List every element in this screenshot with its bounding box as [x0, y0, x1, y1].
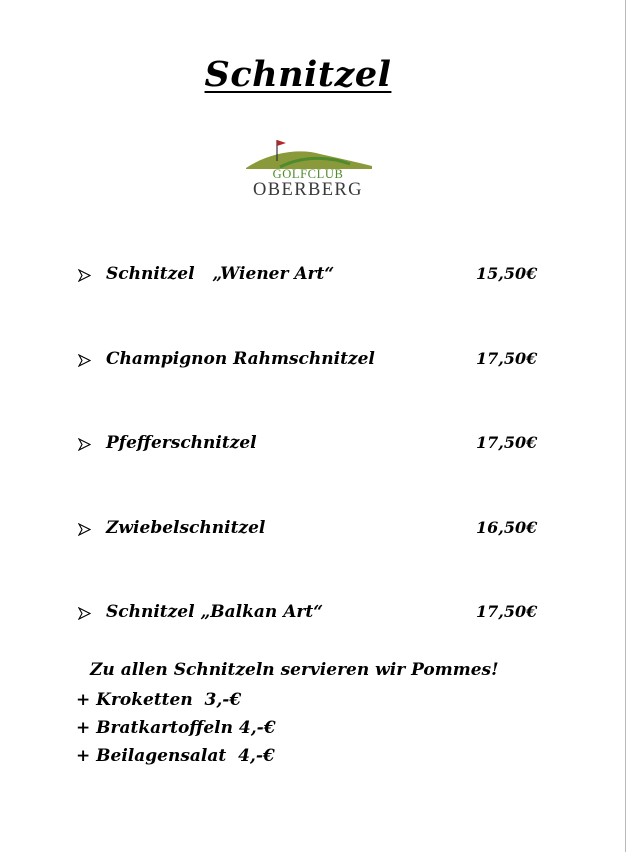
menu-item [78, 433, 538, 463]
menu-item [78, 349, 538, 379]
menu-item-price: 17,50€ [476, 602, 538, 621]
menu-item-name: Pfefferschnitzel [106, 433, 257, 453]
arrow-bullet-icon [78, 269, 91, 282]
menu-item-name: Champignon Rahmschnitzel [106, 349, 375, 369]
arrow-bullet-icon [78, 354, 91, 367]
arrow-bullet-icon [78, 607, 91, 620]
arrow-bullet-icon [78, 523, 91, 536]
menu-item-price: 16,50€ [476, 518, 538, 537]
logo-line-golfclub: GOLFCLUB [272, 167, 344, 181]
page-edge [625, 0, 626, 852]
menu-item [78, 264, 538, 294]
logo-line-oberberg: OBERBERG [253, 180, 363, 200]
extra-item: + Bratkartoffeln 4,-€ [76, 718, 276, 738]
menu-item-name: Schnitzel „Balkan Art“ [106, 602, 323, 622]
menu-item-price: 17,50€ [476, 433, 538, 452]
arrow-bullet-icon [78, 438, 91, 451]
page-title: Schnitzel [204, 54, 392, 95]
menu-item-name: Zwiebelschnitzel [106, 518, 266, 538]
extra-item: + Beilagensalat 4,-€ [76, 746, 275, 766]
menu-item-price: 17,50€ [476, 349, 538, 368]
extras-list [76, 688, 276, 772]
menu-item-name: Schnitzel „Wiener Art“ [106, 264, 335, 284]
menu-item [78, 518, 538, 548]
side-dish-note: Zu allen Schnitzeln servieren wir Pommes! [90, 660, 499, 680]
menu-item-price: 15,50€ [476, 264, 538, 283]
extra-item: + Kroketten 3,-€ [76, 690, 242, 710]
menu-item [78, 602, 538, 632]
